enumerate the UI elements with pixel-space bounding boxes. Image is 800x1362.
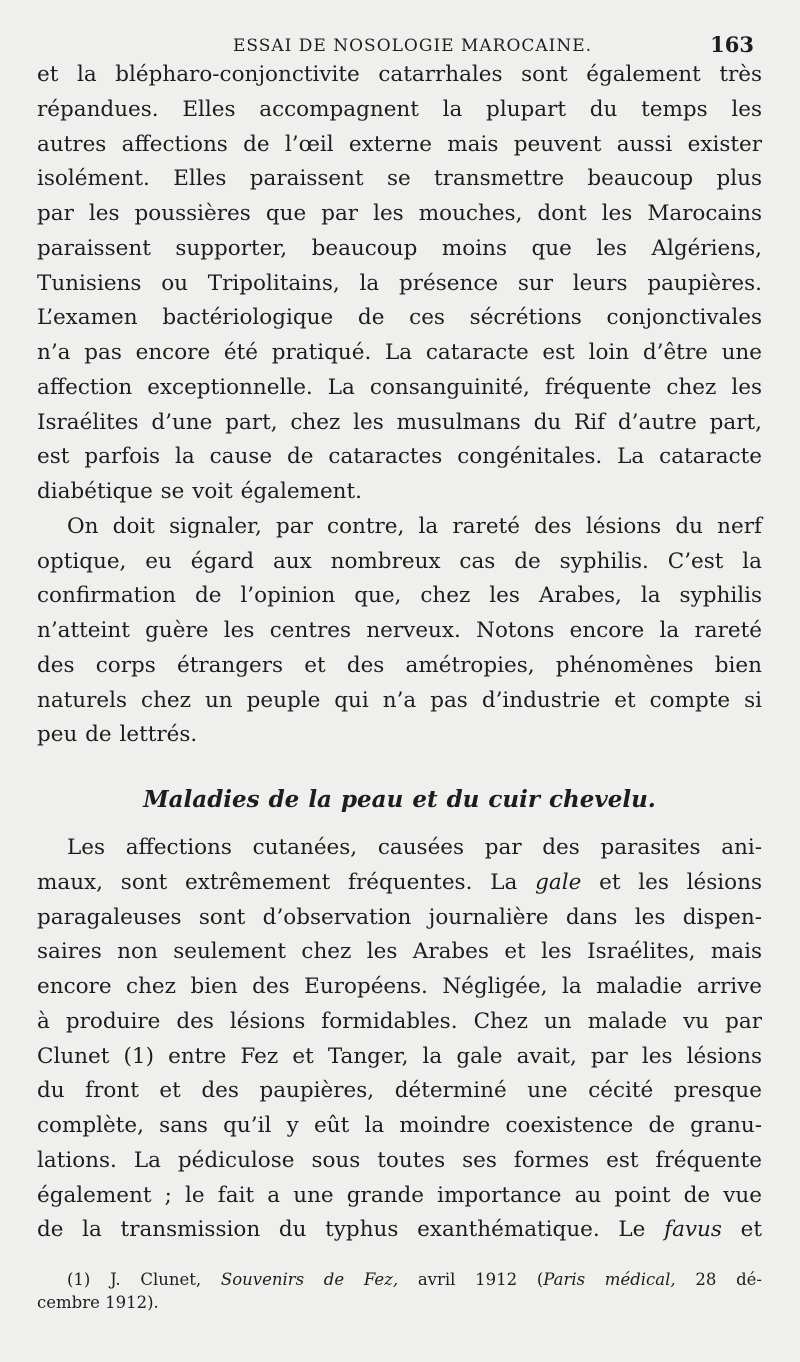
text-line: confirmation de l’opinion que, chez les Arabes, la syphilis [37,583,762,609]
text-line: saires non seulement chez les Arabes et les Israélites, mais [37,939,762,965]
text-fragment: maux, sont extrêmement fréquentes. La [37,869,518,895]
footnote-ref: (1) J. Clunet, [67,1270,202,1289]
text-line: paragaleuses sont d’observation journalière dans les dispen- [37,904,762,930]
text-line: Israélites d’une part, chez les musulmans du Rif d’autre part, [37,409,762,435]
text-line: répandues. Elles accompagnent la plupart du temps les [37,96,762,122]
italic-term: favus [664,1217,722,1243]
text-line: autres affections de l’œil externe mais peuvent aussi exister [37,131,762,157]
running-head: ESSAI DE NOSOLOGIE MAROCAINE. [233,36,593,56]
text-line: lations. La pédiculose sous toutes ses formes est fréquente [37,1147,762,1173]
text-line: naturels chez un peuple qui n’a pas d’industrie et compte si [37,687,762,713]
footnote [37,1268,762,1314]
italic-term: gale [535,869,582,895]
text-line: encore chez bien des Européens. Négligée, la maladie arrive [37,974,762,999]
text-line: n’atteint guère les centres nerveux. Notons encore la rareté [37,618,762,643]
footnote-line: cembre 1912). [37,1293,159,1312]
footnote-journal: Paris médical, [543,1270,676,1289]
text-line: optique, eu égard aux nombreux cas de syphilis. C’est la [37,548,762,574]
text-fragment: et les lésions [599,869,763,895]
text-line: est parfois la cause de cataractes congénitales. La cataracte [37,444,762,470]
paragraph-1 [37,58,762,510]
text-line: n’a pas encore été pratiqué. La cataracte est loin d’être une [37,340,762,365]
text-line: L’examen bactériologique de ces sécrétions conjonctivales [37,305,762,331]
text-line: diabétique se voit également. [37,479,362,504]
paragraph-2 [37,510,762,753]
text-line: à produire des lésions formidables. Chez un malade vu par [37,1008,762,1034]
body-text [37,58,762,1248]
text-line [37,866,762,901]
footnote-title: Souvenirs de Fez, [220,1270,399,1289]
text-line: peu de lettrés. [37,722,198,748]
text-line: complète, sans qu’il y eût la moindre coexistence de granu- [37,1113,762,1138]
section-heading: Maladies de la peau et du cuir chevelu. [143,786,656,813]
text-fragment: et [740,1217,762,1243]
text-line: On doit signaler, par contre, la rareté des lésions du nerf [67,513,762,539]
text-line: Tunisiens ou Tripolitains, la présence sur leurs paupières. [37,270,762,296]
text-line: du front et des paupières, déterminé une cécité presque [37,1078,762,1104]
footnote-text: 28 dé- [695,1270,762,1289]
text-line: également ; le fait a une grande importance au point de vue [37,1182,762,1208]
page-header [37,0,762,58]
text-fragment: de la transmission du typhus exanthématique. Le [37,1217,646,1243]
footnote-text: avril 1912 ( [417,1270,544,1289]
text-line: des corps étrangers et des amétropies, phénomènes bien [37,652,762,678]
text-line: affection exceptionnelle. La consanguinité, fréquente chez les [37,374,762,400]
page-number: 163 [710,32,754,57]
text-line: par les poussières que par les mouches, dont les Marocains [37,201,762,226]
text-line: Les affections cutanées, causées par des parasites ani- [67,835,762,860]
text-line [37,1213,762,1248]
text-line: Clunet (1) entre Fez et Tanger, la gale avait, par les lésions [37,1043,762,1069]
paragraph-3 [37,831,762,1248]
footnote-separator [37,1248,762,1258]
text-line: paraissent supporter, beaucoup moins que les Algériens, [37,235,762,261]
text-line: isolément. Elles paraissent se transmettre beaucoup plus [37,166,762,192]
text-line: et la blépharo-conjonctivite catarrhales sont également très [37,62,762,87]
footnote-line [37,1268,762,1291]
